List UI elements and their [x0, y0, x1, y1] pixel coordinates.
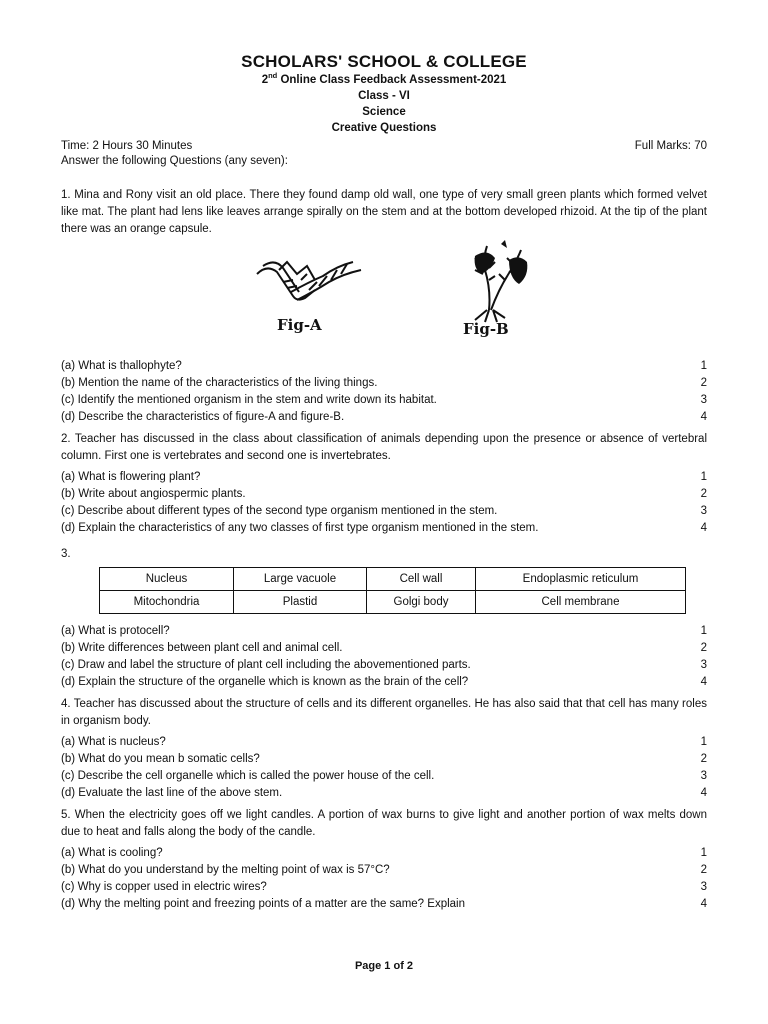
table-cell: Golgi body	[367, 591, 476, 614]
exam-page	[61, 48, 707, 913]
table-cell: Cell wall	[367, 568, 476, 591]
q3-part-b: (b) Write differences between plant cell and animal cell. 2	[61, 642, 707, 654]
q5-part-c: (c) Why is copper used in electric wires? 3	[61, 881, 707, 893]
page-number: Page 1 of 2	[354, 960, 414, 972]
fig-a-label: Fig-A	[277, 316, 322, 334]
question-type: Creative Questions	[331, 122, 437, 134]
q1-stem: 1. Mina and Rony visit an old place. There they found damp old wall, one type of very small green plants which formed velvet like mat. The plant had lens like leaves arrange spirally on the stem and at the bottom developed rhizoid. At the tip of the plant there was an orange capsule.	[61, 189, 707, 235]
q1-part-d: (d) Describe the characteristics of figure-A and figure-B. 4	[61, 411, 707, 423]
full-marks-label: Full Marks: 70	[634, 140, 707, 152]
assessment-title: 2nd Online Class Feedback Assessment-2021	[261, 71, 507, 86]
table-cell: Large vacuole	[234, 568, 367, 591]
table-cell: Mitochondria	[100, 591, 234, 614]
q1-parts	[61, 358, 707, 426]
q4-part-a: (a) What is nucleus? 1	[61, 736, 707, 748]
table-row	[100, 568, 686, 591]
q1-part-a: (a) What is thallophyte? 1	[61, 360, 707, 372]
school-title: SCHOLARS' SCHOOL & COLLEGE	[241, 52, 527, 71]
q3-part-c: (c) Draw and label the structure of plant cell including the abovementioned parts. 3	[61, 659, 707, 671]
q5-part-d: (d) Why the melting point and freezing points of a matter are the same? Explain 4	[61, 898, 707, 910]
q4-part-b: (b) What do you mean b somatic cells? 2	[61, 753, 707, 765]
class-label: Class - VI	[358, 90, 410, 102]
q4-stem: 4. Teacher has discussed about the structure of cells and its different organelles. He has also said that that cell has many roles in organism body.	[61, 698, 707, 727]
subject-label: Science	[362, 106, 406, 118]
q3-number: 3.	[61, 548, 71, 560]
meta-row	[61, 139, 707, 154]
q2-parts	[61, 469, 707, 537]
q2-stem: 2. Teacher has discussed in the class about classification of animals depending upon the presence or absence of vertebral column. First one is vertebrates and second one is invertebrates.	[61, 433, 707, 462]
time-label: Time: 2 Hours 30 Minutes	[61, 140, 193, 152]
fig-b-label: Fig-B	[463, 320, 509, 338]
q1-part-c: (c) Identify the mentioned organism in the stem and write down its habitat. 3	[61, 394, 707, 406]
table-cell: Cell membrane	[476, 591, 686, 614]
table-cell: Plastid	[234, 591, 367, 614]
q1-figures	[61, 244, 707, 354]
q2-part-c: (c) Describe about different types of the second type organism mentioned in the stem. 3	[61, 505, 707, 517]
q3-part-d: (d) Explain the structure of the organelle which is known as the brain of the cell? 4	[61, 676, 707, 688]
fig-b-drawing	[461, 240, 545, 324]
table-cell: Nucleus	[100, 568, 234, 591]
q2-part-a: (a) What is flowering plant? 1	[61, 471, 707, 483]
q4-part-c: (c) Describe the cell organelle which is called the power house of the cell. 3	[61, 770, 707, 782]
q4-parts	[61, 734, 707, 802]
q5-part-b: (b) What do you understand by the melting point of wax is 57°C? 2	[61, 864, 707, 876]
q5-stem: 5. When the electricity goes off we light candles. A portion of wax burns to give light and another portion of wax melts down due to heat and falls along the body of the candle.	[61, 809, 707, 838]
table-cell: Endoplasmic reticulum	[476, 568, 686, 591]
q4-part-d: (d) Evaluate the last line of the above stem. 4	[61, 787, 707, 799]
q3-parts	[61, 623, 707, 691]
q1-part-b: (b) Mention the name of the characteristics of the living things. 2	[61, 377, 707, 389]
q3-organelle-table	[99, 567, 686, 614]
instruction: Answer the following Questions (any seven):	[61, 155, 288, 167]
q2-part-d: (d) Explain the characteristics of any two classes of first type organism mentioned in the stem. 4	[61, 522, 707, 534]
fig-a-drawing	[253, 252, 365, 314]
q2-part-b: (b) Write about angiospermic plants. 2	[61, 488, 707, 500]
q5-part-a: (a) What is cooling? 1	[61, 847, 707, 859]
table-row	[100, 591, 686, 614]
q5-parts	[61, 845, 707, 913]
q3-part-a: (a) What is protocell? 1	[61, 625, 707, 637]
